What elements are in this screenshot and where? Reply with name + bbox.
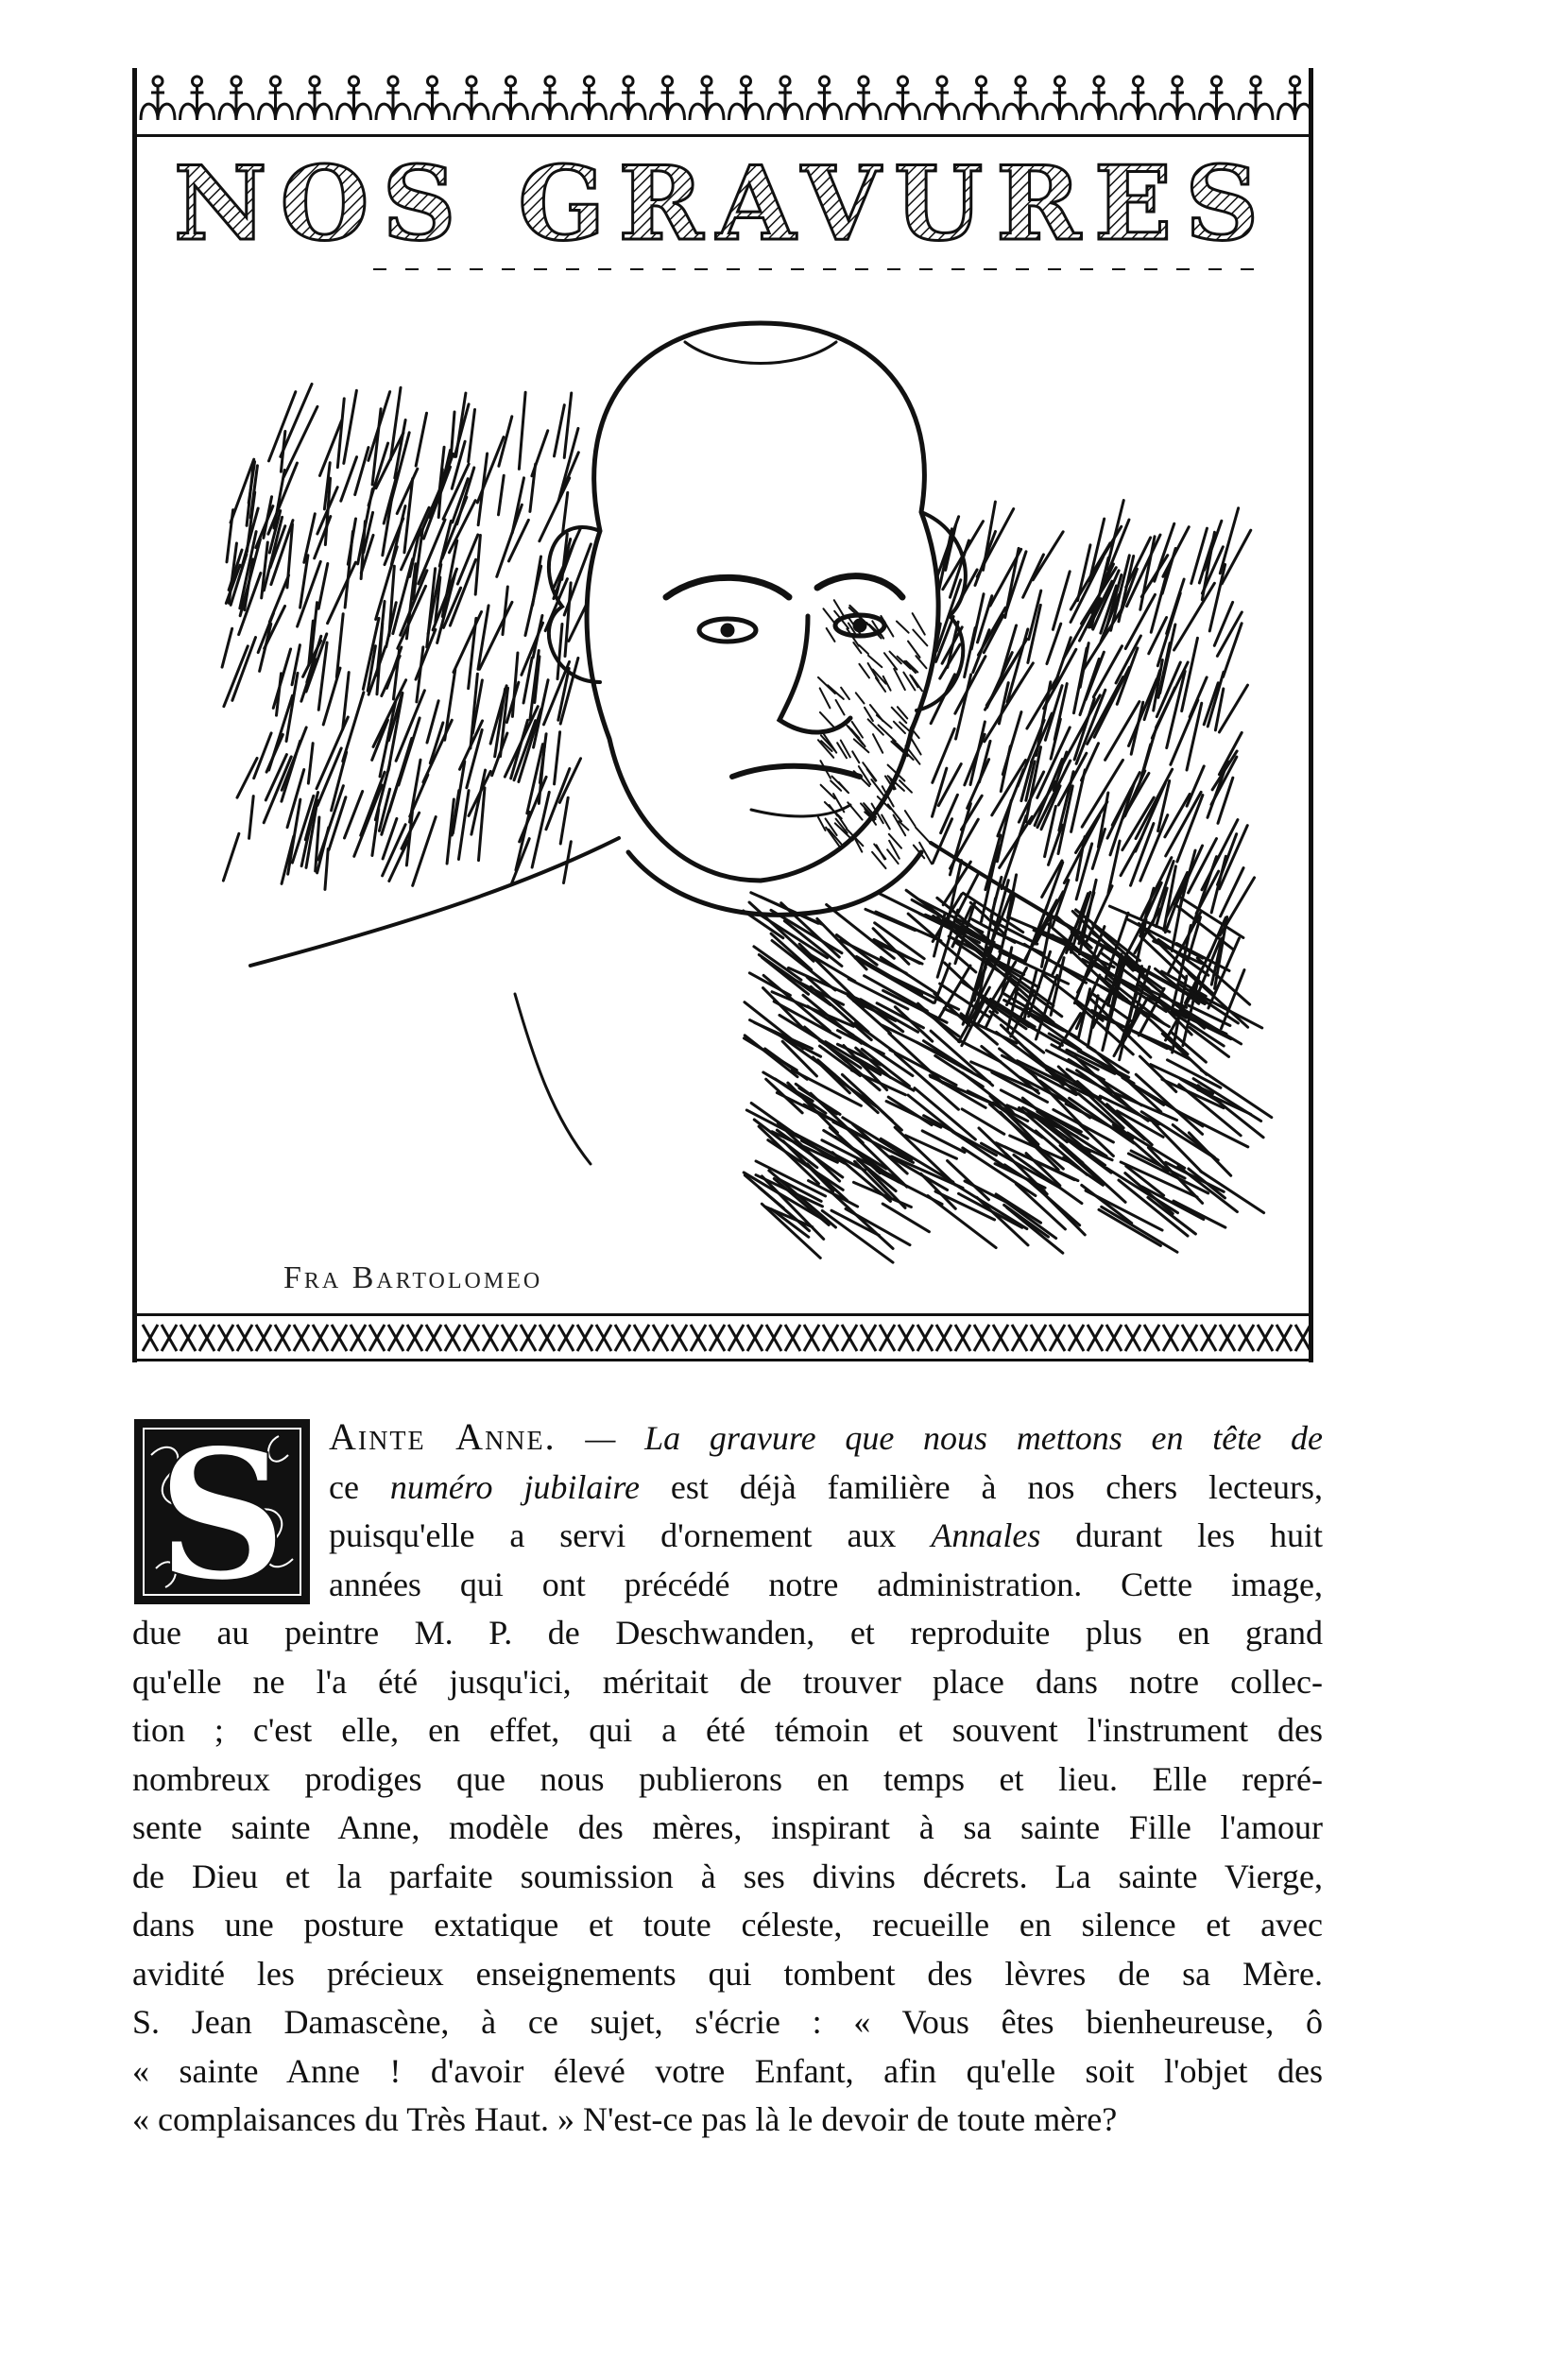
article-line bbox=[132, 1804, 1323, 1853]
bottom-ornament-border bbox=[137, 1315, 1309, 1361]
line-text: « sainte Anne ! d'avoir élevé votre Enfant, afin qu'elle soit l'objet des bbox=[132, 2051, 1323, 2090]
line-text: tion ; c'est elle, en effet, qui a été témoin et souvent l'instrument des bbox=[132, 1711, 1323, 1749]
article-line bbox=[132, 1950, 1323, 1999]
article-line bbox=[132, 1755, 1323, 1805]
masthead-underline bbox=[373, 268, 1271, 270]
line-text: S. Jean Damascène, à ce sujet, s'écrie : « Vous êtes bienheureuse, ô bbox=[132, 2003, 1323, 2041]
article-body bbox=[132, 1410, 1323, 2145]
line-text: sente sainte Anne, modèle des mères, inspirant à sa sainte Fille l'amour bbox=[132, 1808, 1323, 1846]
line-text: avidité les précieux enseignements qui tombent des lèvres de sa Mère. bbox=[132, 1954, 1323, 1993]
line-text: puisqu'elle a servi d'ornement aux bbox=[329, 1516, 932, 1554]
masthead bbox=[137, 142, 1309, 265]
line-text: « complaisances du Très Haut. » N'est-ce pas là le devoir de toute mère? bbox=[132, 2100, 1118, 2138]
article-lead: Ainte Anne. bbox=[329, 1415, 557, 1458]
line-text: est déjà familière à nos chers lecteurs, bbox=[640, 1467, 1323, 1506]
line-text: qu'elle ne l'a été jusqu'ici, méritait de trouver place dans notre collec- bbox=[132, 1662, 1323, 1701]
article-line bbox=[132, 1998, 1323, 2047]
dropcap-letter: S bbox=[157, 1410, 287, 1620]
article-line bbox=[132, 2047, 1323, 2097]
line-text: ce bbox=[329, 1467, 390, 1506]
line-text: due au peintre M. P. de Deschwanden, et reproduite plus en grand bbox=[132, 1614, 1323, 1652]
line-text: dans une posture extatique et toute céleste, recueille en silence et avec bbox=[132, 1906, 1323, 1943]
dropcap-ornament bbox=[132, 1410, 312, 1620]
background-hatching-right bbox=[931, 501, 1254, 1060]
emphasis-text: Annales bbox=[931, 1516, 1041, 1554]
article-line bbox=[132, 1853, 1323, 1902]
bottom-rule-lower bbox=[137, 1359, 1309, 1361]
line-text: années qui ont précédé notre administration. Cette image, bbox=[329, 1565, 1323, 1603]
emphasis-text: numéro jubilaire bbox=[389, 1467, 641, 1506]
top-ornament-border bbox=[137, 68, 1309, 136]
engraving-frame bbox=[132, 68, 1313, 1362]
portrait-caption: Fra Bartolomeo bbox=[283, 1260, 543, 1295]
masthead-title-art bbox=[173, 145, 1273, 264]
masthead-title: NOS GRAVURES bbox=[173, 145, 1273, 264]
emphasis-text: — La gravure que nous mettons en tête de bbox=[556, 1419, 1323, 1457]
article-line bbox=[132, 1609, 1323, 1658]
line-text: de Dieu et la parfaite soumission à ses divins décrets. La sainte Vierge, bbox=[132, 1857, 1323, 1895]
background-hatching-left bbox=[222, 384, 596, 889]
line-text: nombreux prodiges que nous publierons en temps et lieu. Elle repré- bbox=[132, 1759, 1323, 1798]
article-line bbox=[132, 1901, 1323, 1950]
top-rule bbox=[137, 134, 1309, 137]
article-line bbox=[132, 2096, 1323, 2145]
line-text: durant les huit bbox=[1040, 1516, 1323, 1554]
portrait-engraving bbox=[156, 285, 1290, 1240]
article-line bbox=[132, 1658, 1323, 1707]
article-line bbox=[132, 1706, 1323, 1755]
